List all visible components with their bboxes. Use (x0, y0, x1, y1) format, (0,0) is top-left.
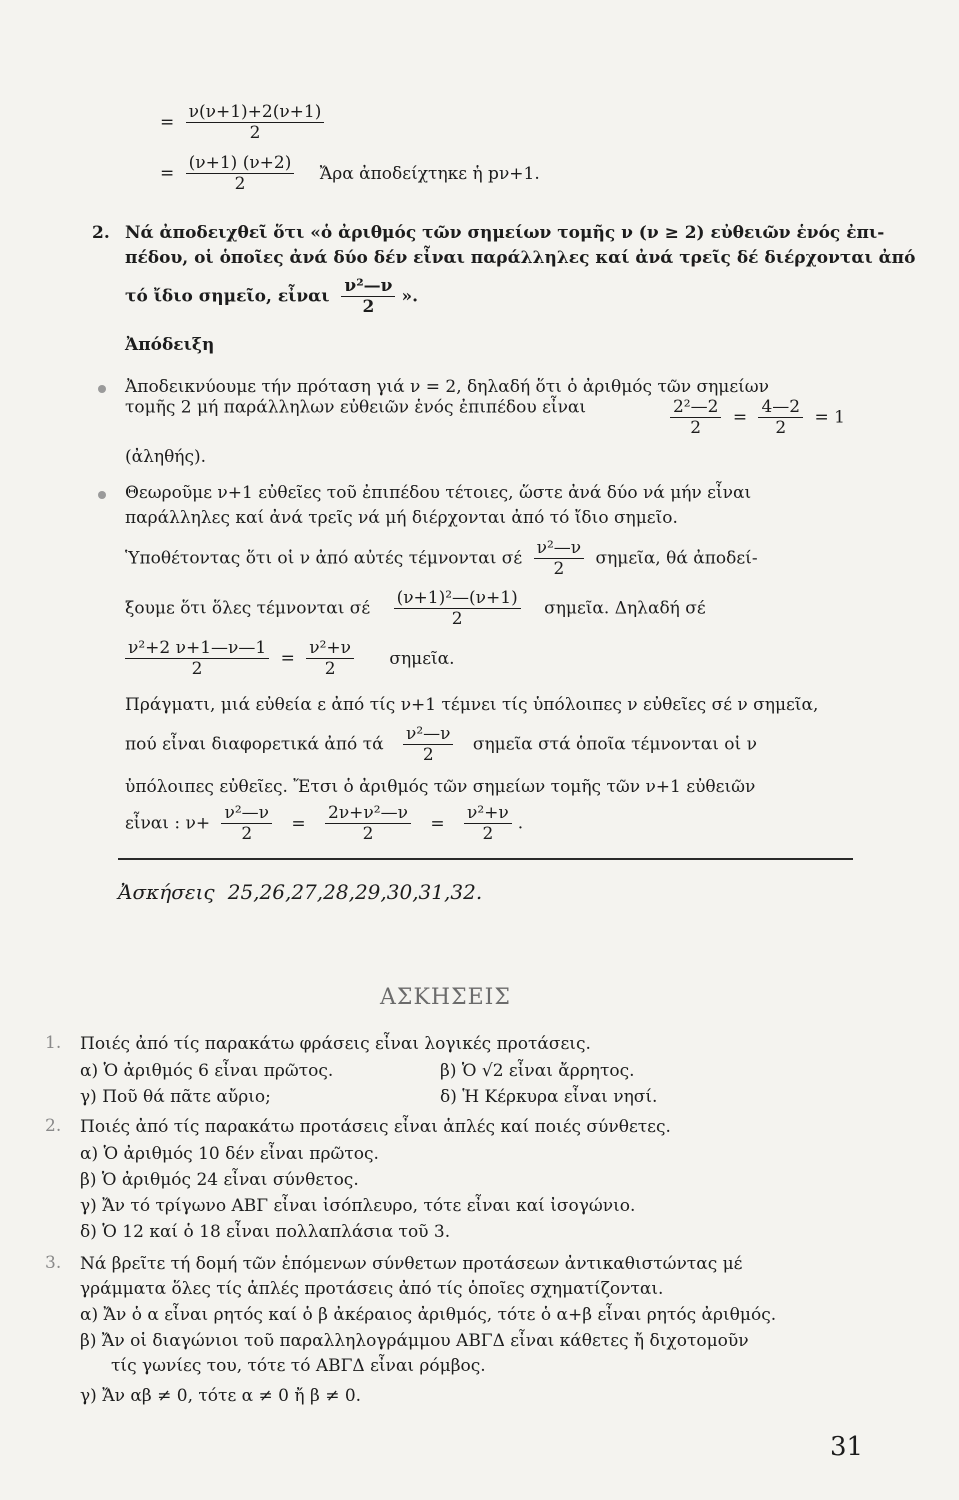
p8-frac2-num: 2ν+ν²—ν (325, 803, 411, 824)
proof-heading: Ἀπόδειξη (125, 335, 215, 355)
exercise1-b: β) Ὁ √2 εἶναι ἄρρητος. (440, 1061, 635, 1081)
equation-line-2: = $\frac{(\nu+1) (\nu+2)}{2}$ Ἄρα ἀποδείχτηκε ἡ pν+1. (160, 153, 540, 194)
eq1-numerator: ν(ν+1)+2(ν+1) (186, 102, 325, 123)
divider-line (118, 858, 853, 860)
p5-frac1-den: 2 (191, 659, 203, 679)
p8-frac3-den: 2 (482, 824, 494, 844)
problem2-fraction-den: 2 (362, 297, 375, 317)
p8-frac1-num: ν²—ν (221, 803, 271, 824)
p1-result: = 1 (814, 407, 845, 428)
proof-p4 (125, 588, 845, 629)
proof-p6-line2 (125, 724, 845, 765)
p1-frac2-num: 4—2 (758, 397, 803, 418)
exercise1-d: δ) Ἡ Κέρκυρα εἶναι νησί. (440, 1087, 658, 1107)
exercise3-text2: γράμματα ὅλες τίς ἁπλές προτάσεις ἀπό τίς ὁποῖες σχηματίζονται. (80, 1279, 664, 1299)
proof-p1-line1: Ἀποδεικνύουμε τήν πρόταση γιά ν = 2, δηλαδή ὅτι ὁ ἀριθμός τῶν σημείων (125, 377, 769, 397)
p8-equals-2: = (430, 813, 445, 834)
p4-end: σημεῖα. Δηλαδή σέ (544, 598, 706, 619)
bullet-2 (98, 491, 106, 499)
eq2-denominator: 2 (234, 174, 246, 194)
p5-frac1-num: ν²+2 ν+1—ν—1 (125, 638, 269, 659)
p4-start: ξουμε ὅτι ὅλες τέμνονται σέ (125, 598, 371, 619)
exercise2-c: γ) Ἄν τό τρίγωνο ΑΒΓ εἶναι ἰσόπλευρο, τότε εἶναι καί ἰσογώνιο. (80, 1196, 636, 1216)
p3-start: Ὑποθέτοντας ὅτι οἱ ν ἀπό αὐτές τέμνονται σέ (125, 548, 523, 569)
exercise3-c: γ) Ἄν αβ ≠ 0, τότε α ≠ 0 ἤ β ≠ 0. (80, 1386, 362, 1406)
equation-line-1: = $\frac{\nu(\nu+1)+2(\nu+1)}{2}$ (160, 102, 330, 143)
p1-equals: = (732, 407, 748, 428)
p3-frac-den: 2 (553, 559, 565, 579)
p5-equals: = (280, 648, 295, 669)
proof-p3 (125, 538, 845, 579)
p1-frac1-num: 2²—2 (670, 397, 721, 418)
problem2-fraction-num: ν²—ν (341, 276, 395, 297)
proof-p7: ὑπόλοιπες εὐθεῖες. Ἔτσι ὁ ἀριθμός τῶν σημείων τομῆς τῶν ν+1 εὐθειῶν (125, 777, 756, 797)
exercise1-number: 1. (45, 1033, 62, 1053)
exercises-ref-numbers: 25,26,27,28,29,30,31,32. (227, 880, 483, 904)
proof-p6-line1: Πράγματι, μιά εὐθεία ε ἀπό τίς ν+1 τέμνει τίς ὑπόλοιπες ν εὐθεῖες σέ ν σημεῖα, (125, 695, 819, 715)
p1-frac1-den: 2 (690, 418, 702, 438)
p1-line2-text: τομῆς 2 μή παράλληλων εὐθειῶν ἑνός ἐπιπέδου εἶναι (125, 397, 587, 418)
p5-frac2-den: 2 (324, 659, 336, 679)
exercises-reference (118, 880, 482, 904)
p4-frac-den: 2 (451, 609, 463, 629)
p5-frac2-num: ν²+ν (306, 638, 354, 659)
proof-p5 (125, 638, 455, 679)
p4-frac-num: (ν+1)²—(ν+1) (394, 588, 521, 609)
page-number: 31 (830, 1432, 864, 1462)
p6-frac-den: 2 (422, 745, 434, 765)
p8-frac2-den: 2 (362, 824, 374, 844)
p8-end: . (517, 813, 524, 834)
p5-end: σημεῖα. (389, 648, 455, 669)
proof-p2-line1: Θεωροῦμε ν+1 εὐθεῖες τοῦ ἐπιπέδου τέτοιες, ὥστε ἀνά δύο νά μήν εἶναι (125, 483, 752, 503)
problem2-line3-end: ». (401, 286, 418, 307)
proof-p1-line2 (125, 397, 845, 438)
exercise1-c: γ) Ποῦ θά πᾶτε αὔριο; (80, 1087, 271, 1107)
p8-frac1-den: 2 (241, 824, 253, 844)
exercise3-b2: τίς γωνίες του, τότε τό ΑΒΓΔ εἶναι ρόμβος. (111, 1356, 486, 1376)
exercise2-d: δ) Ὁ 12 καί ὁ 18 εἶναι πολλαπλάσια τοῦ 3. (80, 1222, 451, 1242)
problem2-line1: Νά ἀποδειχθεῖ ὅτι «ὁ ἀριθμός τῶν σημείων τομῆς ν (ν ≥ 2) εὐθειῶν ἑνός ἐπι- (125, 223, 885, 243)
proof-p8 (125, 803, 523, 844)
p8-equals-1: = (291, 813, 306, 834)
proof-p2-line2: παράλληλες καί ἀνά τρεῖς νά μή διέρχονται ἀπό τό ἴδιο σημεῖο. (125, 508, 678, 528)
exercise3-b1: β) Ἄν οἱ διαγώνιοι τοῦ παραλληλογράμμου ΑΒΓΔ εἶναι κάθετες ἤ διχοτομοῦν (80, 1331, 749, 1351)
eq1-denominator: 2 (249, 123, 261, 143)
problem2-line3-start: τό ἴδιο σημεῖο, εἶναι (125, 286, 330, 307)
p8-start: εἶναι : ν+ (125, 813, 211, 834)
exercises-ref-label: Ἀσκήσεις (118, 880, 215, 904)
proof-p1-line3: (ἀληθής). (125, 447, 207, 467)
eq2-numerator: (ν+1) (ν+2) (186, 153, 295, 174)
p6-end: σημεῖα στά ὁποῖα τέμνονται οἱ ν (472, 734, 757, 755)
exercise2-number: 2. (45, 1116, 62, 1136)
exercise3-text1: Νά βρεῖτε τή δομή τῶν ἑπόμενων σύνθετων προτάσεων ἀντικαθιστώντας μέ (80, 1254, 743, 1274)
p3-end: σημεῖα, θά ἀποδεί- (595, 548, 758, 569)
exercise2-b: β) Ὁ ἀριθμός 24 εἶναι σύνθετος. (80, 1170, 359, 1190)
exercise1-a: α) Ὁ ἀριθμός 6 εἶναι πρῶτος. (80, 1061, 334, 1081)
problem2-number: 2. (92, 223, 110, 243)
p8-frac3-num: ν²+ν (464, 803, 512, 824)
p1-frac2-den: 2 (775, 418, 787, 438)
exercise3-a: α) Ἄν ὁ α εἶναι ρητός καί ὁ β ἀκέραιος ἀριθμός, τότε ὁ α+β εἶναι ρητός ἀριθμός. (80, 1305, 777, 1325)
problem2-line3 (125, 276, 418, 317)
exercise3-number: 3. (45, 1253, 62, 1273)
exercise2-a: α) Ὁ ἀριθμός 10 δέν εἶναι πρῶτος. (80, 1144, 379, 1164)
exercise2-text: Ποιές ἀπό τίς παρακάτω προτάσεις εἶναι ἁπλές καί ποιές σύνθετες. (80, 1117, 671, 1137)
bullet-1 (98, 385, 106, 393)
section-title: ΑΣΚΗΣΕΙΣ (380, 985, 511, 1010)
p3-frac-num: ν²—ν (534, 538, 584, 559)
eq2-conclusion: Ἄρα ἀποδείχτηκε ἡ pν+1. (319, 163, 540, 184)
exercise1-text: Ποιές ἀπό τίς παρακάτω φράσεις εἶναι λογικές προτάσεις. (80, 1034, 591, 1054)
p6-frac-num: ν²—ν (403, 724, 453, 745)
p6-start: πού εἶναι διαφορετικά ἀπό τά (125, 734, 384, 755)
problem2-line2: πέδου, οἱ ὁποῖες ἀνά δύο δέν εἶναι παράλληλες καί ἀνά τρεῖς δέ διέρχονται ἀπό (125, 248, 916, 268)
